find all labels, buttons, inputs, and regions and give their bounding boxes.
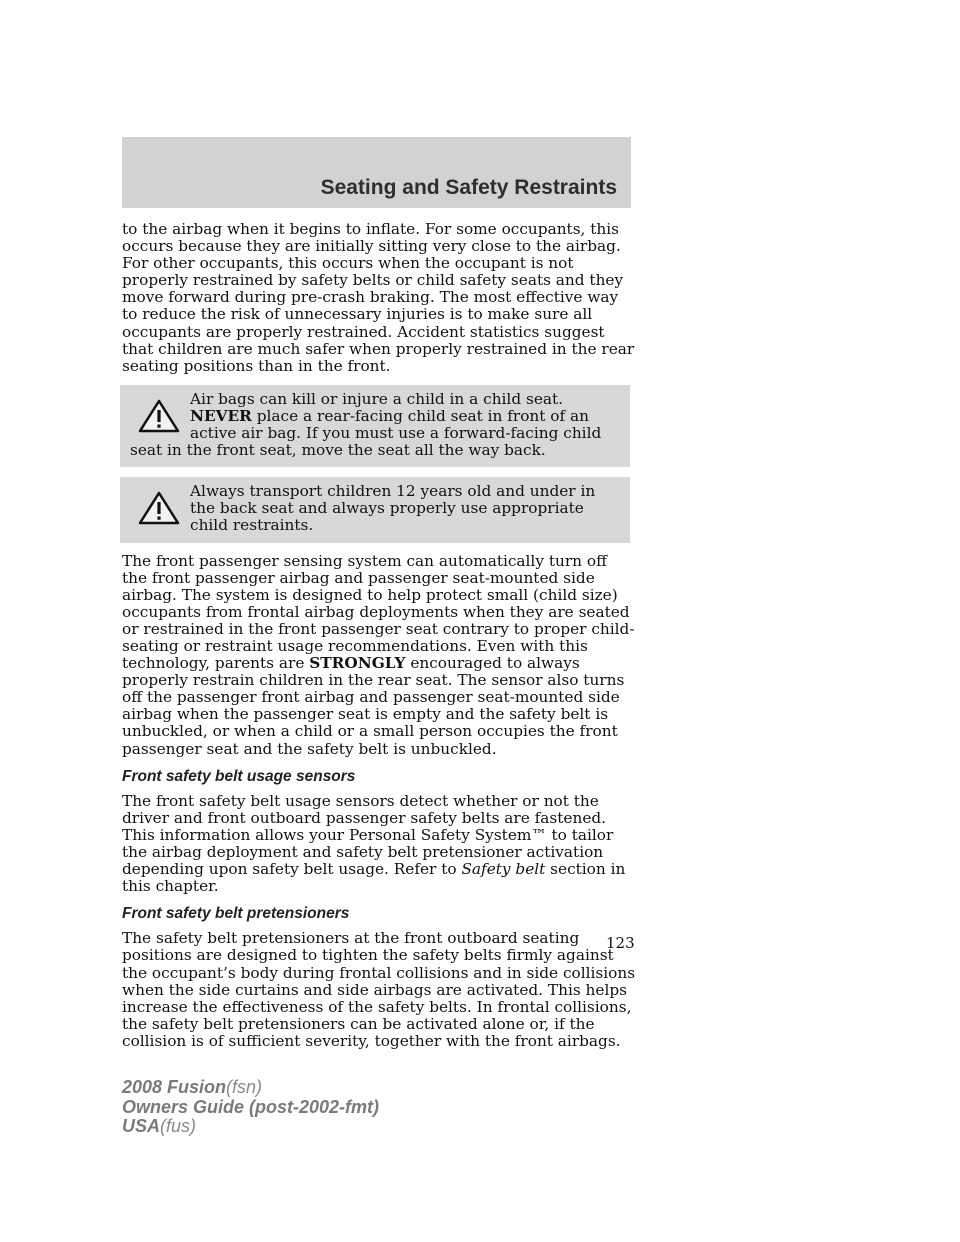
chapter-title: Seating and Safety Restraints bbox=[320, 176, 617, 199]
warning-triangle-icon bbox=[138, 491, 180, 525]
heading-pretensioners: Front safety belt pretensioners bbox=[122, 905, 350, 923]
sensing-system-paragraph: The front passenger sensing system can automatically turn off the front passenger airbag and passenger seat-mounted side airbag. The system is designed to help protect small (child size) occupants from frontal airbag deployments when they are seated or restrained in the front passenger seat contrary to proper child-seating or restraint usage recommendations. Even with this technology, parents are STRONGLY encouraged to always properly restrain children in the rear seat. The sensor also turns off the passenger front airbag and passenger seat-mounted side airbag when the passenger seat is empty and the safety belt is unbuckled, or when a child or a small person occupies the front passenger seat and the safety belt is unbuckled. bbox=[122, 551, 635, 758]
page-number: 123 bbox=[606, 934, 635, 952]
intro-paragraph: to the airbag when it begins to inflate. For some occupants, this occurs because they are initially sitting very close to the airbag. For other occupants, this occurs when the occupant is not properly restrained by safety belts or child safety seats and they move forward during pre-crash braking. The most effective way to reduce the risk of unnecessary injuries is to make sure all occupants are properly restrained. Accident statistics suggest that children are much safer when properly restrained in the rear seating positions than in the front. bbox=[122, 220, 635, 375]
warning-text: Always transport children 12 years old and under in the back seat and always properly use appropriate child restraints. bbox=[190, 482, 596, 535]
warning-triangle-icon bbox=[138, 399, 180, 433]
footer-line-market: USA(fus) bbox=[122, 1116, 197, 1136]
usage-sensors-paragraph: The front safety belt usage sensors detect whether or not the driver and front outboard passenger safety belts are fastened. This information allows your Personal Safety System™ to tailor the airbag deployment and safety belt pretensioner activation depending upon safety belt usage. Refer to Safety belt section in this chapter. bbox=[122, 791, 626, 896]
footer-line-guide: Owners Guide (post-2002-fmt) bbox=[122, 1096, 380, 1117]
page-body bbox=[122, 221, 636, 1060]
chapter-header bbox=[122, 137, 631, 208]
warning-box-child-seat bbox=[120, 385, 630, 467]
cross-reference: Safety belt bbox=[461, 860, 546, 879]
warning-text: Air bags can kill or injure a child in a child seat. NEVER place a rear-facing child seat in front of an active air bag. If you must use a forward-facing child seat in the front seat, move the seat all the way back. bbox=[130, 389, 602, 460]
footer-line-model: 2008 Fusion(fsn) bbox=[122, 1077, 263, 1097]
pretensioners-paragraph: The safety belt pretensioners at the front outboard seating positions are designed to tighten the safety belts firmly against the occupant’s body during frontal collisions and in side collisions when the side curtains and side airbags are activated. This helps increase the effectiveness of the safety belts. In frontal collisions, the safety belt pretensioners can be activated alone or, if the collision is of sufficient severity, together with the front airbags. bbox=[122, 929, 636, 1050]
document-footer bbox=[122, 1078, 379, 1137]
heading-usage-sensors: Front safety belt usage sensors bbox=[122, 767, 356, 785]
warning-box-children-back-seat bbox=[120, 477, 630, 542]
